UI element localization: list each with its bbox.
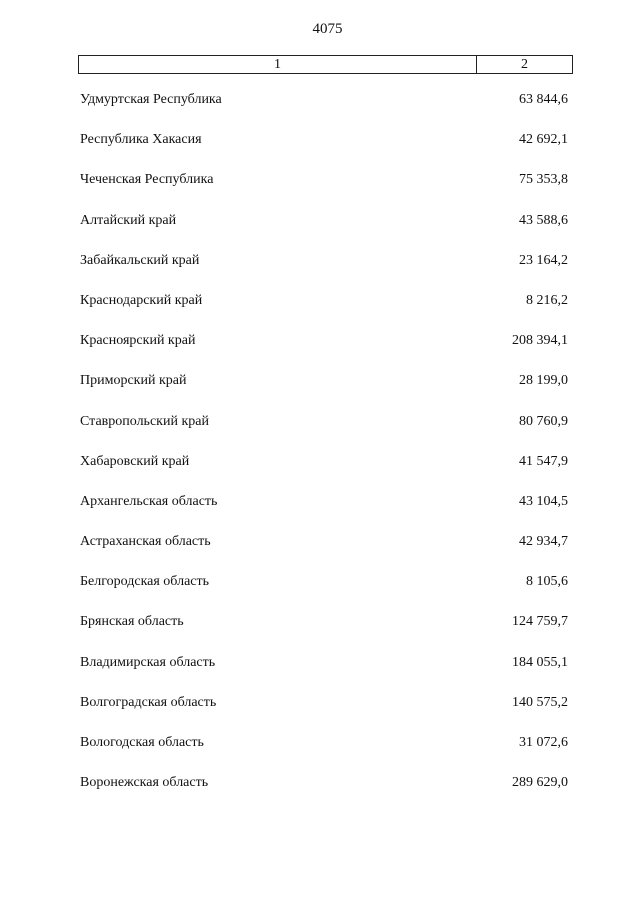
table-row	[80, 252, 568, 292]
amount-value: 80 760,9	[519, 413, 568, 429]
amount-value: 42 934,7	[519, 534, 568, 550]
region-name: Вологодская область	[80, 735, 204, 750]
amount-value: 41 547,9	[519, 453, 568, 469]
amount-value: 184 055,1	[512, 654, 568, 670]
region-name: Воронежская область	[80, 775, 209, 791]
region-name: Ставропольский край	[80, 413, 209, 429]
amount-value: 31 072,6	[519, 735, 568, 750]
table-row	[80, 292, 568, 332]
amount-value: 124 759,7	[512, 614, 568, 630]
region-name: Волгоградская область	[80, 694, 217, 710]
table-body	[80, 91, 568, 814]
amount-value: 42 692,1	[519, 132, 568, 148]
table-header	[78, 55, 573, 74]
page-number: 4075	[312, 21, 343, 37]
region-name: Астраханская область	[80, 534, 211, 550]
region-name: Брянская область	[80, 614, 184, 630]
region-name: Приморский край	[80, 373, 187, 389]
table-row	[80, 171, 568, 211]
table-row	[80, 734, 568, 774]
table-row	[80, 372, 568, 412]
column-header-1: 1	[79, 56, 477, 73]
amount-value: 63 844,6	[519, 92, 568, 107]
region-name: Белгородская область	[80, 574, 210, 590]
table-row	[80, 654, 568, 694]
region-name: Забайкальский край	[80, 252, 200, 268]
amount-value: 8 105,6	[526, 574, 568, 590]
region-name: Чеченская Республика	[80, 172, 214, 188]
table-row	[80, 533, 568, 573]
table-row	[80, 413, 568, 453]
region-name: Владимирская область	[80, 654, 216, 670]
table-row	[80, 131, 568, 171]
region-name: Архангельская область	[80, 493, 218, 509]
amount-value: 140 575,2	[512, 694, 568, 710]
amount-value: 75 353,8	[519, 172, 568, 188]
region-name: Краснодарский край	[80, 292, 203, 308]
region-name: Алтайский край	[80, 212, 177, 228]
region-name: Удмуртская Республика	[80, 92, 222, 107]
amount-value: 208 394,1	[512, 333, 568, 349]
table-row	[80, 453, 568, 493]
amount-value: 23 164,2	[519, 252, 568, 268]
amount-value: 8 216,2	[526, 292, 568, 308]
table-row	[80, 694, 568, 734]
region-name: Красноярский край	[80, 333, 196, 349]
table-row	[80, 573, 568, 613]
amount-value: 28 199,0	[519, 373, 568, 389]
table-row	[80, 332, 568, 372]
column-header-2: 2	[521, 57, 528, 72]
table-row	[80, 774, 568, 814]
table-row	[80, 91, 568, 131]
amount-value: 289 629,0	[512, 775, 568, 791]
amount-value: 43 104,5	[519, 493, 568, 509]
table-row	[80, 613, 568, 653]
table-row	[80, 212, 568, 252]
amount-value: 43 588,6	[519, 212, 568, 228]
table-row	[80, 493, 568, 533]
region-name: Хабаровский край	[80, 453, 190, 469]
region-name: Республика Хакасия	[80, 132, 202, 148]
